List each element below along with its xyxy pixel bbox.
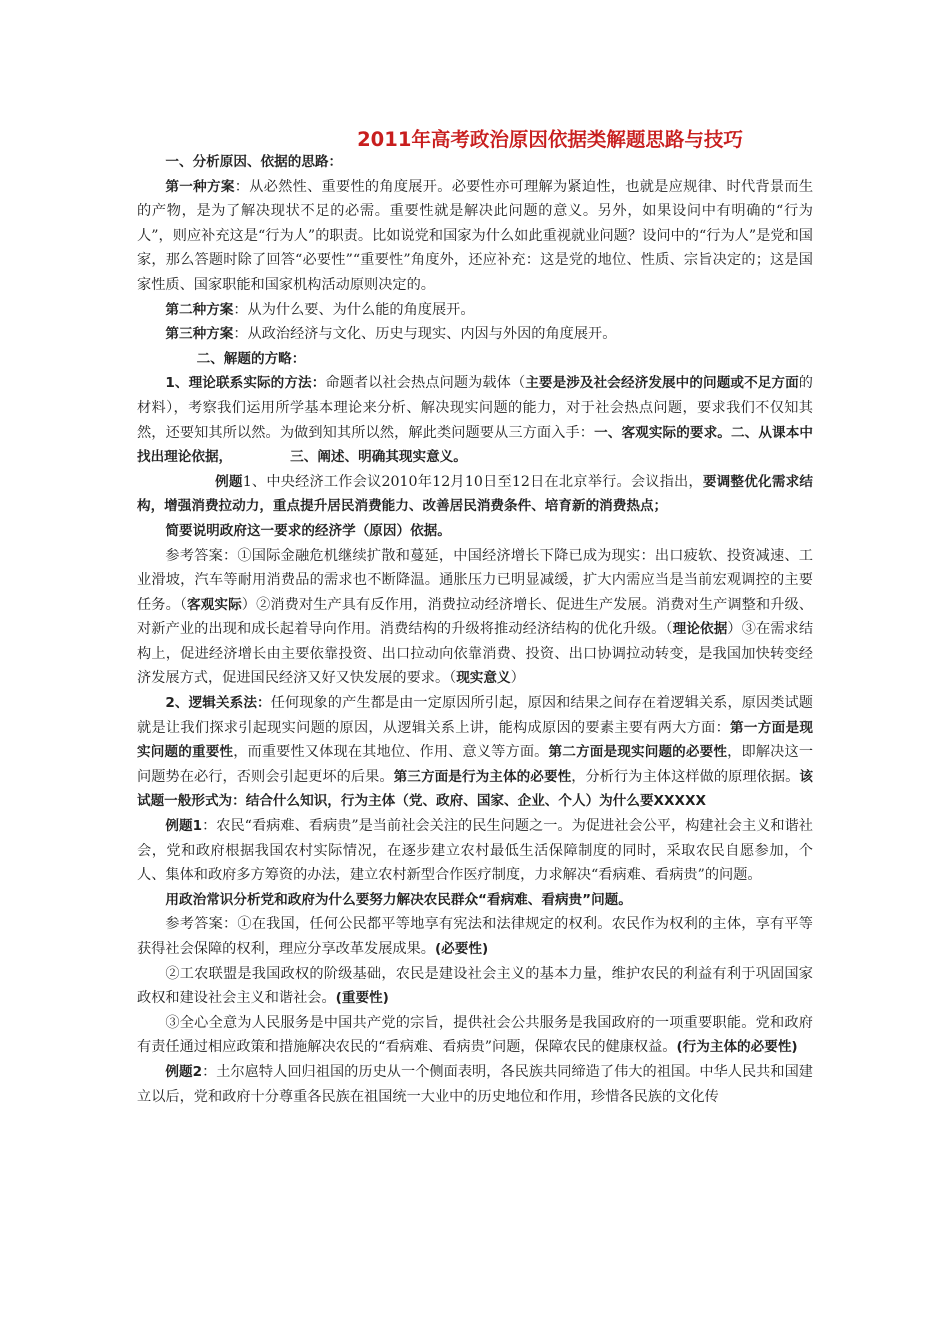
paragraph-method-2: 2、逻辑关系法：任何现象的产生都是由一定原因所引起，原因和结果之间存在着逻辑关系，原因类试题就是让我们探求引起现实问题的原因，从逻辑关系上讲，能构成原因的要素主要有两大方面：第一方面是现实问题的重要性，而重要性又体现在其地位、作用、意义等方面。第二方面是现实问题的必要性，即解决这一问题势在必行，否则会引起更坏的后果。第三方面是行为主体的必要性，分析行为主体这样做的原理依据。该试题一般形式为：结合什么知识，行为主体（党、政府、国家、企业、个人）为什么要XXXXX: [137, 695, 814, 810]
paragraph-plan-3: 第三种方案：从政治经济与文化、历史与现实、内因与外因的角度展开。: [165, 326, 617, 343]
paragraph-plan-1: 第一种方案：从必然性、重要性的角度展开。必要性亦可理解为紧迫性，也就是应规律、时代背景而生的产物，是为了解决现状不足的必需。重要性就是解决此问题的意义。另外，如果设问中有明确的“行为人”，则应补充这是“行为人”的职责。比如说党和国家为什么如此重视就业问题？设问中的“行为人”是党和国家，那么答题时除了回答“必要性”“重要性”角度外，还应补充：这是党的地位、性质、宗旨决定的；这是国家性质、国家职能和国家机构活动原则决定的。: [137, 178, 814, 293]
document-body: [137, 150, 813, 1109]
section-heading-1: 一、分析原因、依据的思路：: [165, 154, 343, 170]
section-heading-2: 二、解题的方略：: [196, 350, 306, 367]
example-2-answer-3: ③全心全意为人民服务是中国共产党的宗旨，提供社会公共服务是我国政府的一项重要职能。党和政府有责任通过相应政策和措施解决农民的“看病难、看病贵”问题，保障农民的健康权益。(行为主体的必要性): [137, 1014, 813, 1056]
example-1-answer: 参考答案：①国际金融危机继续扩散和蔓延，中国经济增长下降已成为现实：出口疲软、投资减速、工业滑坡，汽车等耐用消费品的需求也不断降温。通胀压力已明显减缓，扩大内需应当是当前宏观调控的主要任务。（客观实际）②消费对生产具有反作用，消费拉动经济增长、促进生产发展。消费对生产调整和升级、对新产业的出现和成长起着导向作用。消费结构的升级将推动经济结构的优化升级。（理论依据）③在需求结构上，促进经济增长由主要依靠投资、出口拉动向依靠消费、投资、出口协调拉动转变，是我国加快转变经济发展方式，促进国民经济又好又快发展的要求。（现实意义）: [137, 547, 814, 687]
paragraph-plan-2: 第二种方案：从为什么要、为什么能的角度展开。: [165, 301, 475, 318]
document-title: 2011年高考政治原因依据类解题思路与技巧: [357, 128, 743, 151]
example-2-question: 用政治常识分析党和政府为什么要努力解决农民群众“看病难、看病贵”问题。: [165, 891, 632, 908]
paragraph-example-2: 例题1：农民“看病难、看病贵”是当前社会关注的民生问题之一。为促进社会公平，构建社会主义和谐社会，党和政府根据我国农村实际情况，在逐步建立农村最低生活保障制度的同时，采取农民自愿参加，个人、集体和政府多方筹资的办法，建立农村新型合作医疗制度，力求解决“看病难、看病贵”的问题。: [137, 818, 813, 884]
paragraph-example-1: 例题1、中央经济工作会议2010年12月10日至12日在北京举行。会议指出，要调整优化需求结构，增强消费拉动力，重点提升居民消费能力、改善居民消费条件、培育新的消费热点；: [137, 473, 814, 515]
paragraph-method-1: 1、理论联系实际的方法：命题者以社会热点问题为载体（主要是涉及社会经济发展中的问题或不足方面的材料），考察我们运用所学基本理论来分析、解决现实问题的能力，对于社会热点问题，要求我们不仅知其然，还要知其所以然。为做到知其所以然，解此类问题要从三方面入手：一、客观实际的要求。二、从课本中找出理论依据， 三、阐述、明确其现实意义。: [137, 375, 813, 466]
paragraph-example-3: 例题2：土尔扈特人回归祖国的历史从一个侧面表明，各民族共同缔造了伟大的祖国。中华人民共和国建立以后，党和政府十分尊重各民族在祖国统一大业中的历史地位和作用，珍惜各民族的文化传: [137, 1063, 813, 1105]
example-2-answer-1: 参考答案：①在我国，任何公民都平等地享有宪法和法律规定的权利。农民作为权利的主体，享有平等获得社会保障的权利，理应分享改革发展成果。(必要性): [137, 916, 813, 957]
example-2-answer-2: ②工农联盟是我国政权的阶级基础，农民是建设社会主义的基本力量，维护农民的利益有利于巩固国家政权和建设社会主义和谐社会。(重要性): [137, 965, 813, 1007]
example-1-question: 简要说明政府这一要求的经济学（原因）依据。: [165, 522, 451, 539]
